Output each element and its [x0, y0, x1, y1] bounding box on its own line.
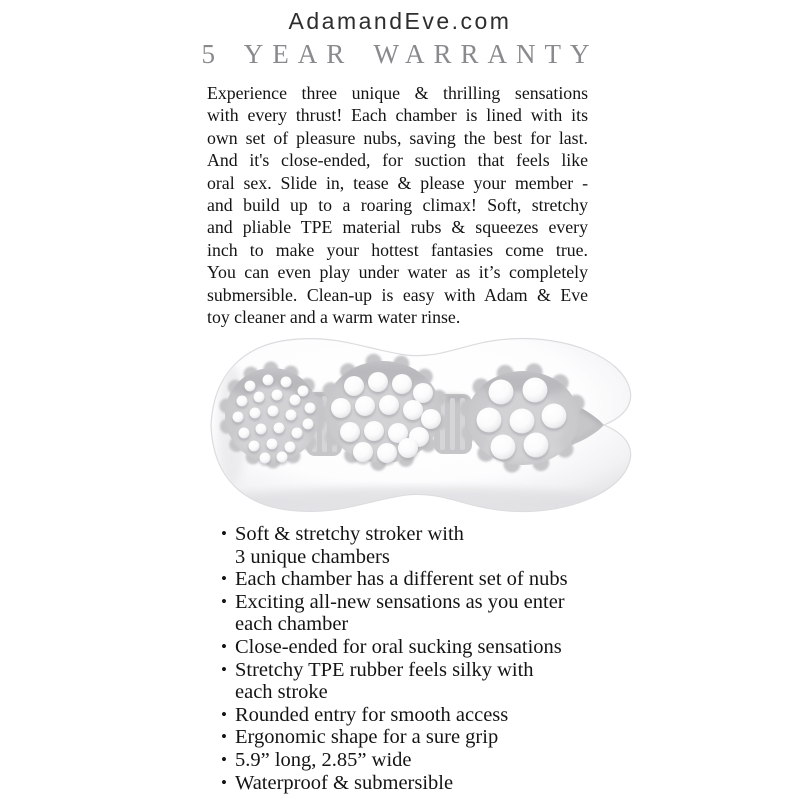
feature-text — [235, 659, 603, 704]
feature-item — [221, 636, 603, 659]
nub — [491, 435, 516, 460]
nub — [305, 403, 316, 414]
description-line: submersible. Clean-up is easy with Adam & Eve — [207, 284, 588, 305]
nub — [298, 386, 309, 397]
nub — [239, 428, 250, 439]
nub — [355, 396, 375, 416]
nub — [403, 400, 423, 420]
nub — [542, 404, 567, 429]
nub — [260, 453, 271, 464]
stroker-illustration-svg — [202, 330, 642, 520]
feature-line: 5.9” long, 2.85” wide — [235, 748, 412, 771]
site-title: AdamandEve.com — [288, 8, 512, 34]
bullet-glyph: • — [221, 727, 227, 747]
feature-item — [221, 591, 603, 636]
feature-text — [235, 568, 603, 591]
nub — [263, 375, 274, 386]
feature-line: Ergonomic shape for a sure grip — [235, 726, 499, 749]
feature-line: Waterproof & submersible — [235, 771, 454, 794]
nub — [274, 423, 285, 434]
feature-item — [221, 749, 603, 772]
nub — [249, 441, 260, 452]
bullet-glyph: • — [221, 704, 227, 724]
nub — [340, 422, 360, 442]
bullet-glyph: • — [221, 772, 227, 792]
nub — [281, 377, 292, 388]
feature-line: Soft & stretchy stroker with — [235, 523, 464, 545]
nub — [353, 442, 373, 462]
chamber-large-nubs — [460, 363, 587, 472]
nub — [331, 398, 351, 418]
feature-text — [235, 749, 603, 772]
feature-list — [221, 523, 603, 794]
feature-line: each chamber — [235, 613, 349, 636]
nub — [364, 421, 384, 441]
nub — [237, 396, 248, 407]
nub — [392, 374, 412, 394]
nub — [233, 412, 244, 423]
nub — [303, 419, 314, 430]
feature-line: Rounded entry for smooth access — [235, 703, 509, 726]
feature-line: 3 unique chambers — [235, 545, 390, 568]
nub — [292, 428, 303, 439]
description-line: toy cleaner and a warm water rinse. — [207, 307, 461, 328]
feature-line: each stroke — [235, 681, 328, 704]
nub — [477, 408, 502, 433]
feature-text — [235, 523, 603, 568]
nub — [286, 410, 297, 421]
nub — [523, 378, 548, 403]
nub — [510, 409, 535, 434]
description-line: and build up to a roaring climax! Soft, stretchy — [207, 195, 588, 216]
feature-item — [221, 704, 603, 727]
nub — [489, 380, 514, 405]
description-line: inch to make your hottest fantasies come true. — [207, 239, 588, 260]
nub — [254, 392, 265, 403]
description-line: And it's close-ended, for suction that feels like — [207, 150, 588, 171]
nub — [290, 395, 301, 406]
feature-item — [221, 659, 603, 704]
bullet-glyph: • — [221, 591, 227, 611]
feature-text — [235, 704, 603, 727]
nub — [256, 424, 267, 435]
product-description — [207, 82, 588, 328]
feature-line: Exciting all-new sensations as you enter — [235, 590, 565, 613]
nub — [368, 372, 388, 392]
nub — [250, 408, 261, 419]
nub — [413, 383, 433, 403]
feature-item — [221, 523, 603, 568]
bullet-glyph: • — [221, 569, 227, 589]
feature-text — [235, 726, 603, 749]
stroker-cross-section-illustration — [202, 330, 642, 520]
feature-item — [221, 726, 603, 749]
bullet-glyph: • — [221, 524, 227, 543]
feature-item — [221, 772, 603, 795]
nub — [245, 381, 256, 392]
bullet-glyph: • — [221, 636, 227, 656]
feature-text — [235, 636, 603, 659]
nub — [268, 406, 279, 417]
nub — [398, 438, 418, 458]
nub — [379, 395, 399, 415]
description-line: with every thrust! Each chamber is lined with its — [207, 105, 588, 126]
feature-text — [235, 772, 603, 795]
bullet-glyph: • — [221, 659, 227, 679]
nub — [272, 390, 283, 401]
nub — [285, 442, 296, 453]
feature-line: Stretchy TPE rubber feels silky with — [235, 658, 534, 681]
nub — [524, 433, 549, 458]
description-line: own set of pleasure nubs, saving the best for last. — [207, 127, 588, 148]
feature-line: Close-ended for oral sucking sensations — [235, 635, 562, 658]
bullet-glyph: • — [221, 749, 227, 769]
feature-item — [221, 568, 603, 591]
description-line: You can even play under water as it’s completely — [207, 262, 588, 283]
nub — [267, 439, 278, 450]
nub — [344, 376, 364, 396]
feature-line: Each chamber has a different set of nubs — [235, 568, 568, 591]
description-line: oral sex. Slide in, tease & please your member - — [207, 172, 588, 193]
description-line: Experience three unique & thrilling sensations — [207, 83, 588, 103]
description-line: and pliable TPE material rubs & squeezes every — [207, 217, 588, 238]
warranty-banner: 5 YEAR WARRANTY — [201, 39, 599, 69]
nub — [377, 443, 397, 463]
nub — [421, 409, 441, 429]
nub — [277, 452, 288, 463]
feature-text — [235, 591, 603, 636]
